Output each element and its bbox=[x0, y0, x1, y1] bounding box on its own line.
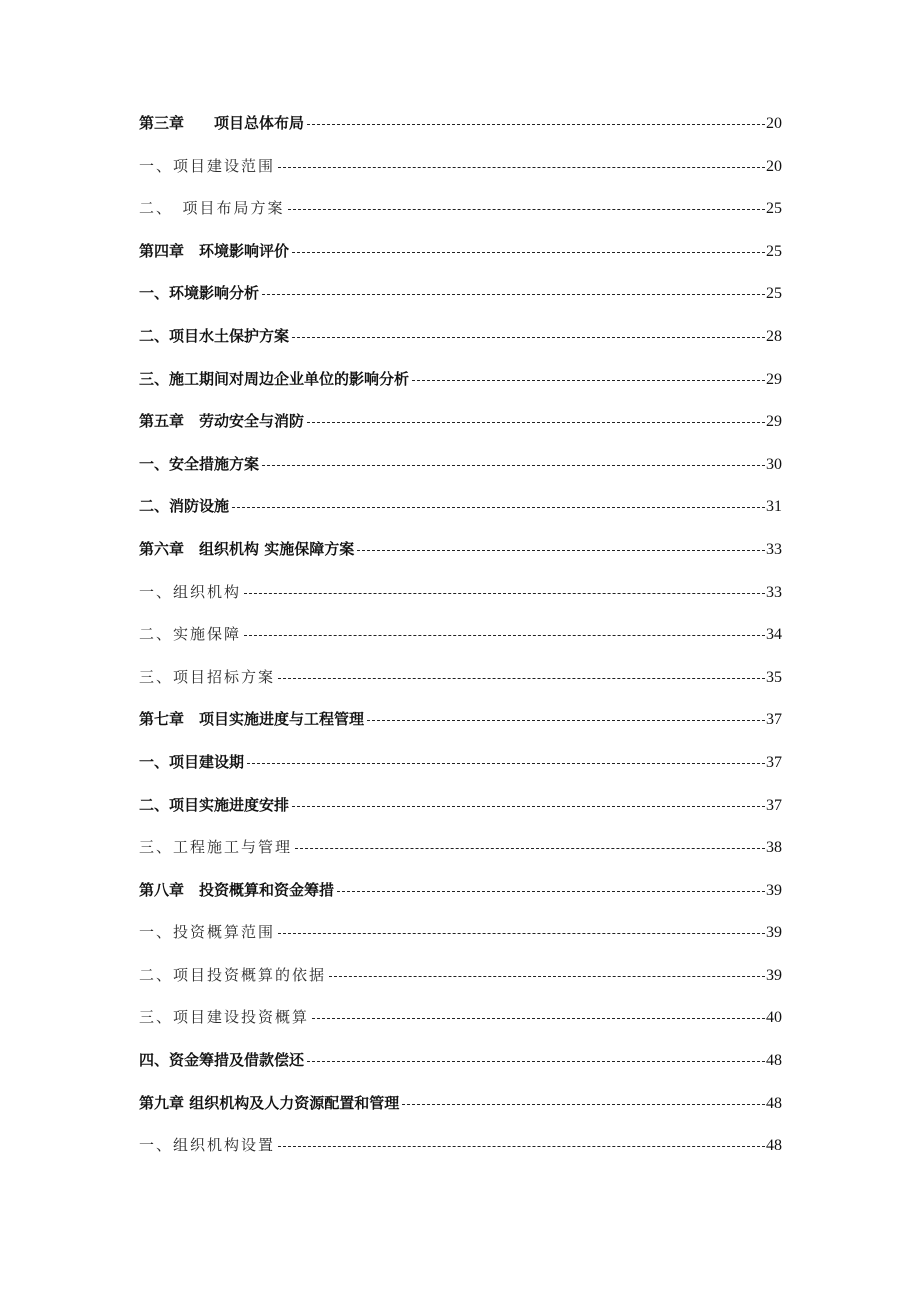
table-of-contents bbox=[139, 102, 782, 1167]
toc-entry[interactable] bbox=[139, 996, 782, 1039]
toc-entry-page-number: 25 bbox=[766, 200, 782, 218]
toc-entry-page-number: 37 bbox=[766, 753, 782, 771]
toc-entry-label: 第七章 项目实施进度与工程管理 bbox=[139, 710, 365, 729]
toc-leader-dashes bbox=[278, 1131, 765, 1147]
toc-leader-dashes bbox=[295, 833, 765, 849]
toc-entry-label: 二、消防设施 bbox=[139, 497, 230, 516]
toc-leader-dashes bbox=[278, 918, 765, 934]
toc-entry-label: 一、项目建设范围 bbox=[139, 156, 276, 175]
toc-entry-label: 二、项目投资概算的依据 bbox=[139, 965, 327, 984]
toc-leader-dashes bbox=[357, 535, 765, 551]
toc-entry[interactable] bbox=[139, 656, 782, 699]
toc-entry[interactable] bbox=[139, 272, 782, 315]
toc-entry-label: 第三章 项目总体布局 bbox=[139, 114, 305, 132]
toc-entry[interactable] bbox=[139, 784, 782, 827]
toc-entry-page-number: 31 bbox=[766, 498, 782, 516]
toc-entry-label: 第五章 劳动安全与消防 bbox=[139, 412, 305, 431]
toc-entry-page-number: 33 bbox=[766, 583, 782, 601]
toc-leader-dashes bbox=[244, 620, 765, 636]
toc-entry-page-number: 37 bbox=[766, 711, 782, 729]
toc-entry-label: 二、项目实施进度安排 bbox=[139, 795, 290, 814]
toc-entry-page-number: 25 bbox=[766, 285, 782, 303]
toc-entry-page-number: 39 bbox=[766, 966, 782, 984]
toc-leader-dashes bbox=[288, 194, 765, 210]
toc-leader-dashes bbox=[292, 791, 765, 807]
toc-entry-label: 三、工程施工与管理 bbox=[139, 838, 293, 857]
toc-leader-dashes bbox=[262, 450, 765, 466]
toc-entry-label: 二、项目水土保护方案 bbox=[139, 326, 290, 345]
toc-leader-dashes bbox=[337, 876, 765, 892]
toc-entry[interactable] bbox=[139, 145, 782, 188]
toc-leader-dashes bbox=[232, 492, 765, 508]
toc-entry[interactable] bbox=[139, 187, 782, 230]
toc-entry-label: 第四章 环境影响评价 bbox=[139, 241, 290, 260]
toc-entry-label: 四、资金筹措及借款偿还 bbox=[139, 1051, 305, 1070]
toc-leader-dashes bbox=[312, 1003, 765, 1019]
toc-entry-page-number: 40 bbox=[766, 1009, 782, 1027]
toc-entry-page-number: 39 bbox=[766, 924, 782, 942]
toc-leader-dashes bbox=[412, 365, 765, 381]
toc-entry-page-number: 28 bbox=[766, 327, 782, 345]
toc-entry-label: 三、施工期间对周边企业单位的影响分析 bbox=[139, 369, 410, 388]
toc-entry[interactable] bbox=[139, 102, 782, 145]
toc-entry[interactable] bbox=[139, 741, 782, 784]
toc-entry-page-number: 37 bbox=[766, 796, 782, 814]
toc-entry-label: 二、 项目布局方案 bbox=[139, 199, 285, 218]
toc-entry[interactable] bbox=[139, 911, 782, 954]
toc-entry[interactable] bbox=[139, 698, 782, 741]
toc-leader-dashes bbox=[402, 1089, 765, 1105]
toc-leader-dashes bbox=[278, 152, 765, 168]
toc-entry[interactable] bbox=[139, 400, 782, 443]
toc-entry-page-number: 38 bbox=[766, 839, 782, 857]
toc-entry-label: 三、项目建设投资概算 bbox=[139, 1008, 310, 1027]
toc-entry[interactable] bbox=[139, 1124, 782, 1167]
toc-entry[interactable] bbox=[139, 1039, 782, 1082]
toc-leader-dashes bbox=[292, 237, 765, 253]
toc-leader-dashes bbox=[307, 407, 765, 423]
toc-entry[interactable] bbox=[139, 443, 782, 486]
toc-entry-page-number: 29 bbox=[766, 370, 782, 388]
toc-entry[interactable] bbox=[139, 571, 782, 614]
toc-entry-page-number: 30 bbox=[766, 455, 782, 473]
toc-entry[interactable] bbox=[139, 869, 782, 912]
toc-entry-page-number: 25 bbox=[766, 242, 782, 260]
toc-entry-page-number: 33 bbox=[766, 540, 782, 558]
toc-entry-label: 一、投资概算范围 bbox=[139, 923, 276, 942]
toc-entry-label: 三、项目招标方案 bbox=[139, 667, 276, 686]
toc-entry-label: 第六章 组织机构 实施保障方案 bbox=[139, 539, 355, 558]
toc-leader-dashes bbox=[262, 279, 765, 295]
toc-entry-page-number: 48 bbox=[766, 1137, 782, 1155]
toc-entry-label: 一、项目建设期 bbox=[139, 752, 245, 771]
toc-entry[interactable] bbox=[139, 1082, 782, 1125]
toc-entry-page-number: 48 bbox=[766, 1052, 782, 1070]
toc-entry-page-number: 48 bbox=[766, 1094, 782, 1112]
toc-entry-page-number: 29 bbox=[766, 413, 782, 431]
toc-leader-dashes bbox=[307, 109, 765, 125]
toc-leader-dashes bbox=[307, 1046, 765, 1062]
toc-entry[interactable] bbox=[139, 954, 782, 997]
toc-entry-page-number: 20 bbox=[766, 157, 782, 175]
toc-entry-page-number: 35 bbox=[766, 668, 782, 686]
toc-entry-page-number: 20 bbox=[766, 115, 782, 132]
toc-entry[interactable] bbox=[139, 358, 782, 401]
toc-leader-dashes bbox=[292, 322, 765, 338]
toc-entry-label: 一、安全措施方案 bbox=[139, 454, 260, 473]
toc-entry[interactable] bbox=[139, 528, 782, 571]
toc-leader-dashes bbox=[247, 748, 765, 764]
toc-leader-dashes bbox=[244, 578, 765, 594]
toc-entry-label: 二、实施保障 bbox=[139, 625, 242, 644]
toc-entry-label: 一、组织机构设置 bbox=[139, 1136, 276, 1155]
toc-entry-page-number: 39 bbox=[766, 881, 782, 899]
toc-entry-label: 第八章 投资概算和资金筹措 bbox=[139, 880, 335, 899]
toc-entry[interactable] bbox=[139, 613, 782, 656]
toc-entry[interactable] bbox=[139, 485, 782, 528]
toc-entry[interactable] bbox=[139, 230, 782, 273]
toc-entry-label: 一、组织机构 bbox=[139, 582, 242, 601]
toc-entry[interactable] bbox=[139, 315, 782, 358]
toc-leader-dashes bbox=[367, 705, 765, 721]
toc-entry-page-number: 34 bbox=[766, 626, 782, 644]
toc-entry[interactable] bbox=[139, 826, 782, 869]
toc-leader-dashes bbox=[329, 961, 765, 977]
toc-entry-label: 一、环境影响分析 bbox=[139, 284, 260, 303]
toc-entry-label: 第九章 组织机构及人力资源配置和管理 bbox=[139, 1093, 400, 1112]
toc-leader-dashes bbox=[278, 663, 765, 679]
